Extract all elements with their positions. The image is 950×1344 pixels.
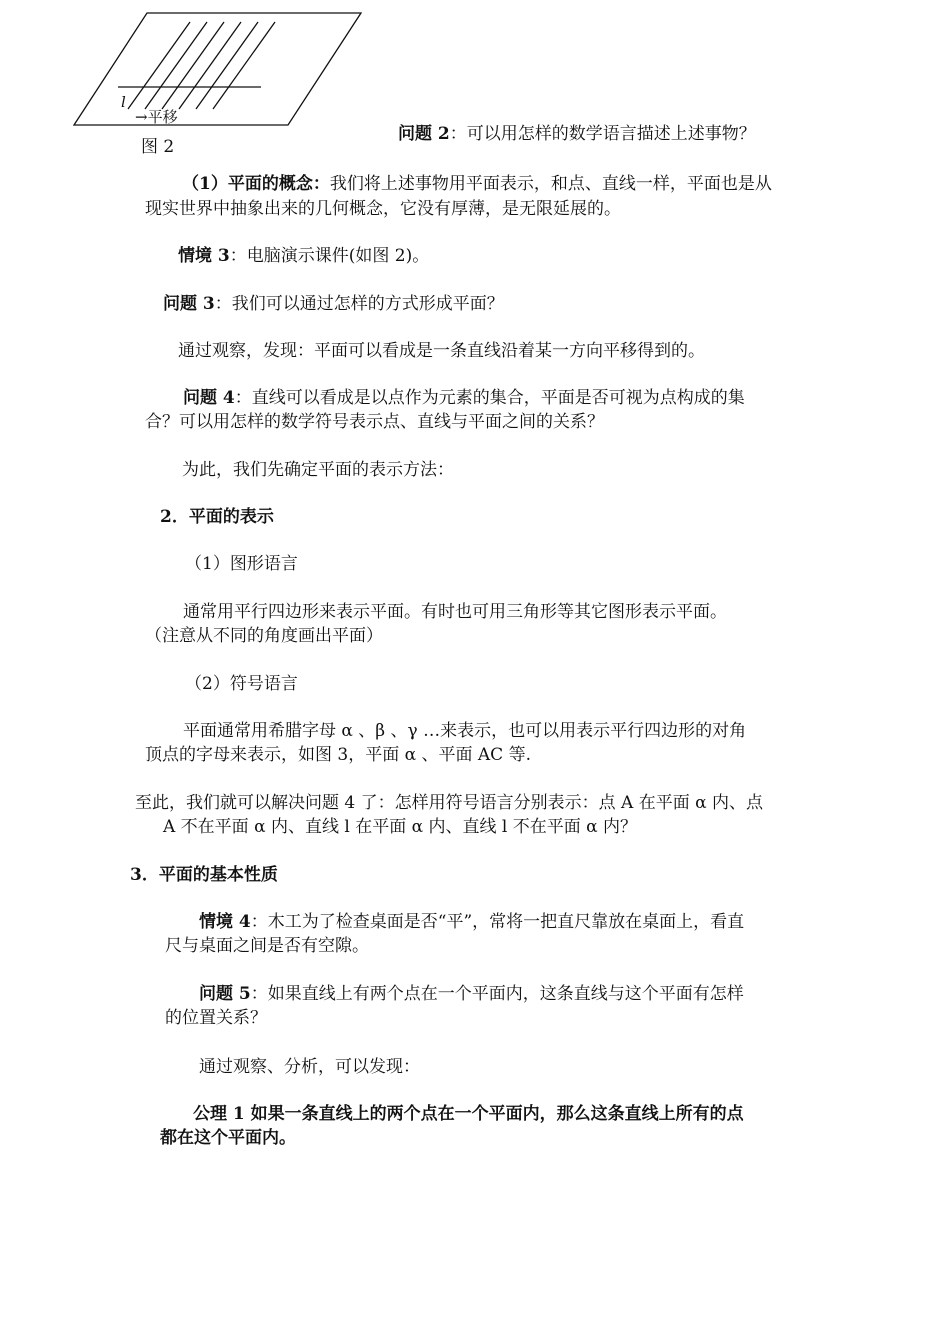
scenario-3 <box>178 244 429 268</box>
plane-parallelogram <box>74 13 361 125</box>
symbol-language-line-2: 顶点的字母来表示，如图 3，平面 α 、平面 AC 等. <box>145 745 532 765</box>
scenario-3-label: 情境 3 <box>178 246 230 266</box>
translate-label: →平移 <box>135 108 178 126</box>
graph-language-line-2: （注意从不同的角度画出平面） <box>145 626 383 646</box>
concept-text-1: 我们将上述事物用平面表示，和点、直线一样，平面也是从 <box>329 174 772 194</box>
figure-2-diagram <box>0 0 380 140</box>
question-5-line-2: 的位置关系？ <box>165 1008 267 1028</box>
parallel-line <box>213 22 275 109</box>
section-2-title: 2．平面的表示 <box>160 507 274 527</box>
observation-1: 通过观察，发现：平面可以看成是一条直线沿着某一方向平移得到的。 <box>178 341 705 361</box>
therefore-text: 为此，我们先确定平面的表示方法： <box>182 460 454 480</box>
parallel-line <box>145 22 207 109</box>
concept-line-1 <box>182 172 772 196</box>
line-l-label: l <box>121 93 126 111</box>
question-3-label: 问题 3 <box>163 294 215 314</box>
symbol-language-line-1: 平面通常用希腊字母 α 、β 、γ …来表示，也可以用表示平行四边形的对角 <box>183 721 747 741</box>
concept-label: （1）平面的概念： <box>182 174 330 194</box>
scenario-4-label: 情境 4 <box>199 912 251 932</box>
figure-2-caption: 图 2 <box>141 137 175 157</box>
question-5-line-1 <box>199 982 744 1006</box>
question-5-label: 问题 5 <box>199 984 251 1004</box>
axiom-1-line-2: 都在这个平面内。 <box>160 1128 296 1148</box>
scenario-4-line-2: 尺与桌面之间是否有空隙。 <box>165 936 369 956</box>
question-2-label: 问题 2 <box>398 124 450 144</box>
scenario-3-text: ：电脑演示课件(如图 2)。 <box>229 246 430 266</box>
scenario-4-text-1: ：木工为了检查桌面是否“平”，常将一把直尺靠放在桌面上，看直 <box>250 912 745 932</box>
parallel-line <box>162 22 224 109</box>
observation-2: 通过观察、分析，可以发现： <box>199 1057 420 1077</box>
parallel-line <box>196 22 258 109</box>
parallel-line <box>179 22 241 109</box>
section-3-title: 3．平面的基本性质 <box>130 865 278 885</box>
question-2 <box>398 122 756 146</box>
scenario-4-line-1 <box>199 910 744 934</box>
graph-language-heading: （1）图形语言 <box>185 554 298 574</box>
question-3-text: ：我们可以通过怎样的方式形成平面？ <box>214 294 504 314</box>
axiom-1-line-1: 公理 1 如果一条直线上的两个点在一个平面内，那么这条直线上所有的点 <box>193 1104 744 1124</box>
question-4-text-1: ：直线可以看成是以点作为元素的集合，平面是否可视为点构成的集 <box>234 388 745 408</box>
question-4-line-1 <box>183 386 745 410</box>
question-5-text-1: ：如果直线上有两个点在一个平面内，这条直线与这个平面有怎样 <box>250 984 744 1004</box>
question-4-label: 问题 4 <box>183 388 235 408</box>
question-2-text: ：可以用怎样的数学语言描述上述事物？ <box>449 124 756 144</box>
solve-question-4-line-1: 至此，我们就可以解决问题 4 了：怎样用符号语言分别表示：点 A 在平面 α 内、点 <box>135 793 763 813</box>
parallel-line <box>128 22 190 109</box>
question-4-line-2: 合？可以用怎样的数学符号表示点、直线与平面之间的关系？ <box>145 412 604 432</box>
solve-question-4-line-2: A 不在平面 α 内、直线 l 在平面 α 内、直线 l 不在平面 α 内？ <box>163 817 638 837</box>
question-3 <box>163 292 504 316</box>
symbol-language-heading: （2）符号语言 <box>185 674 298 694</box>
graph-language-line-1: 通常用平行四边形来表示平面。有时也可用三角形等其它图形表示平面。 <box>183 602 727 622</box>
concept-line-2: 现实世界中抽象出来的几何概念，它没有厚薄，是无限延展的。 <box>145 199 621 219</box>
